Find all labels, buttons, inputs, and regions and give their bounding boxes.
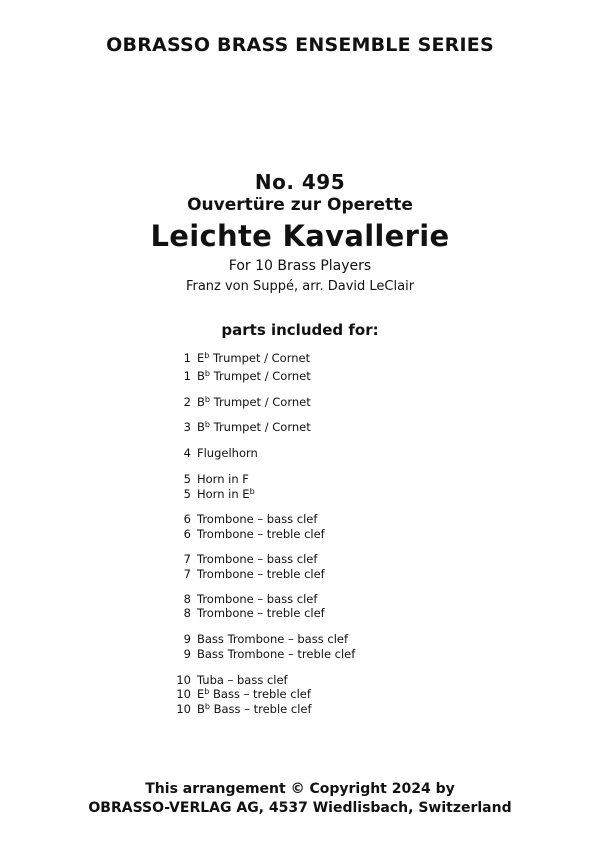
work-subtitle: Ouvertüre zur Operette: [187, 195, 413, 215]
part-item: [150, 673, 288, 687]
part-name: Flugelhorn: [197, 446, 258, 460]
flat-sign: b: [204, 687, 210, 696]
part-number: 8: [183, 592, 191, 606]
part-name: Horn in $E^b$: [197, 487, 255, 501]
part-name: Trombone – bass clef: [197, 512, 318, 526]
part-name: Horn in F: [197, 472, 249, 486]
flat-sign: b: [204, 420, 210, 429]
part-item: [150, 446, 258, 460]
flat-sign: b: [204, 351, 210, 360]
flat-sign: b: [204, 395, 210, 404]
instrumentation: For 10 Brass Players: [228, 258, 372, 274]
part-item: [150, 527, 325, 541]
part-item: [150, 512, 317, 526]
series-title: OBRASSO BRASS ENSEMBLE SERIES: [106, 34, 494, 56]
part-item: [150, 632, 348, 646]
flat-sign: b: [204, 369, 210, 378]
part-item: [150, 606, 325, 620]
flat-sign: b: [204, 702, 210, 711]
part-item: [150, 647, 355, 661]
part-name: Trombone – treble clef: [197, 606, 325, 620]
part-number: 9: [183, 632, 191, 646]
flat-sign: b: [249, 487, 255, 496]
part-number: 2: [183, 395, 191, 409]
part-item: [150, 552, 317, 566]
part-number: 7: [183, 552, 191, 566]
part-number: 9: [183, 647, 191, 661]
part-item: [150, 592, 317, 606]
part-item: [150, 702, 312, 716]
part-name: $E^b$ Trumpet / Cornet: [197, 351, 311, 365]
part-name: $B^b$ Trumpet / Cornet: [197, 369, 311, 383]
part-name: $B^b$ Trumpet / Cornet: [197, 395, 311, 409]
part-name: $B^b$ Trumpet / Cornet: [197, 420, 311, 434]
part-number: 8: [183, 606, 191, 620]
part-name: Tuba – bass clef: [197, 673, 288, 687]
part-number: 5: [183, 472, 191, 486]
part-item: [150, 395, 311, 409]
part-number: 10: [176, 687, 191, 701]
part-item: [150, 420, 311, 434]
part-item: [150, 567, 325, 581]
part-number: 10: [176, 673, 191, 687]
part-number: 4: [183, 446, 191, 460]
part-name: Trombone – treble clef: [197, 527, 325, 541]
part-name: Bass Trombone – bass clef: [197, 632, 349, 646]
part-name: $E^b$ Bass – treble clef: [197, 687, 311, 701]
part-item: [150, 487, 255, 501]
part-name: Trombone – treble clef: [197, 567, 325, 581]
composer-credit: Franz von Suppé, arr. David LeClair: [185, 279, 415, 294]
part-number: 6: [183, 512, 191, 526]
part-number: 5: [183, 487, 191, 501]
copyright-line: This arrangement © Copyright 2024 by: [145, 781, 455, 797]
part-name: $B^b$ Bass – treble clef: [197, 702, 312, 716]
part-item: [150, 369, 311, 383]
work-title: Leichte Kavallerie: [150, 219, 450, 253]
parts-heading: parts included for:: [221, 321, 379, 339]
part-number: 1: [183, 369, 191, 383]
part-name: Bass Trombone – treble clef: [197, 647, 356, 661]
part-item: [150, 687, 311, 701]
part-name: Trombone – bass clef: [197, 552, 318, 566]
publisher-line: OBRASSO-VERLAG AG, 4537 Wiedlisbach, Switzerland: [88, 800, 512, 816]
part-number: 6: [183, 527, 191, 541]
part-item: [150, 351, 310, 365]
part-name: Trombone – bass clef: [197, 592, 318, 606]
catalog-number: No. 495: [254, 170, 346, 194]
part-number: 3: [183, 420, 191, 434]
part-item: [150, 472, 249, 486]
part-number: 10: [176, 702, 191, 716]
part-number: 7: [183, 567, 191, 581]
part-number: 1: [183, 351, 191, 365]
